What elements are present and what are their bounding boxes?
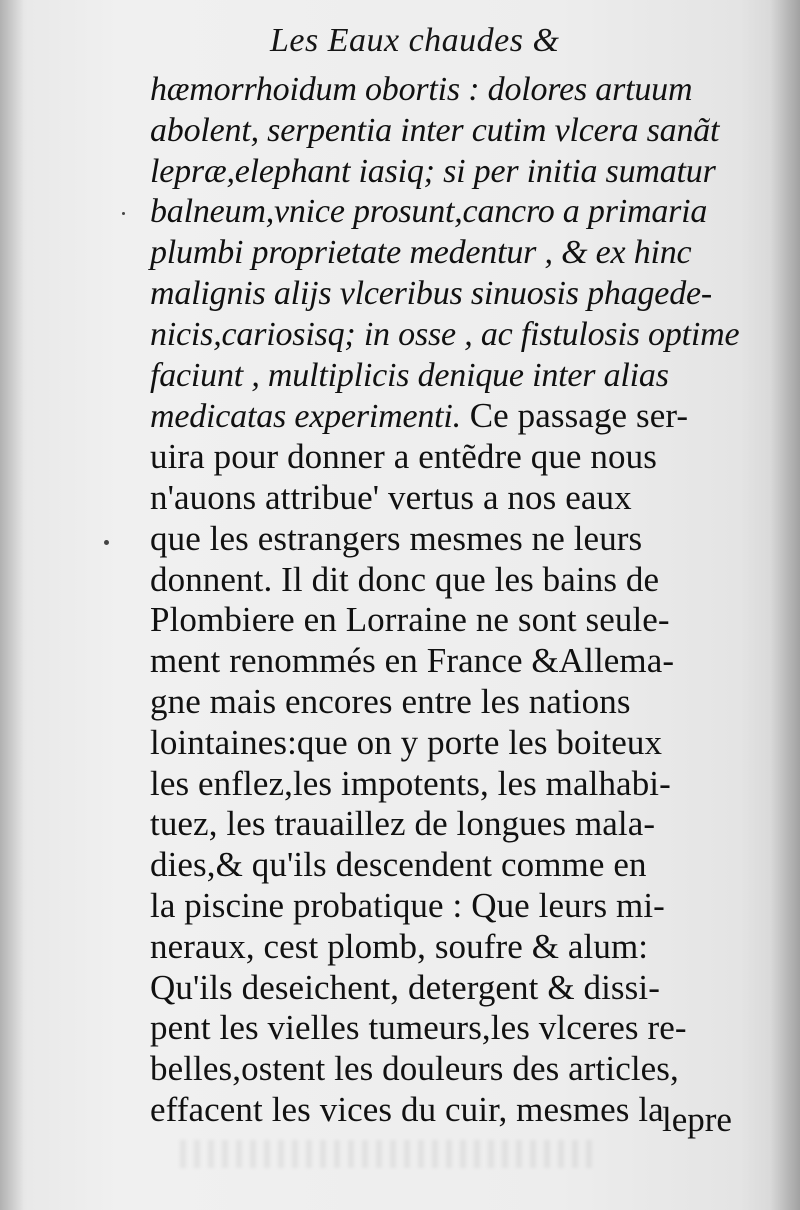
text-line: les enflez,les impotents, les malhabi-	[150, 763, 671, 803]
text-line: dies,& qu'ils descendent comme en	[150, 845, 647, 885]
text-line-roman-part: Ce passage ser-	[469, 396, 689, 436]
text-line: effacent les vices du cuir, mesmes la	[150, 1089, 664, 1129]
running-head: Les Eaux chaudes &	[270, 22, 560, 59]
text-line-italic-part: medicatas experimenti.	[150, 398, 461, 436]
text-line: hæmorrhoidum obortis : dolores artuum	[150, 71, 693, 108]
paper-speck	[122, 212, 125, 215]
body-text	[150, 70, 750, 1131]
text-line: n'auons attribue' vertus a nos eaux	[150, 477, 632, 517]
text-line: faciunt , multiplicis denique inter alias	[150, 356, 669, 394]
text-line: donnent. Il dit donc que les bains de	[150, 559, 660, 599]
text-line: la piscine probatique : Que leurs mi-	[150, 885, 665, 925]
text-line: pent les vielles tumeurs,les vlceres re-	[150, 1008, 687, 1048]
catchword: lepre	[662, 1100, 732, 1139]
text-line: ment renommés en France &Allema-	[150, 641, 675, 681]
text-line	[150, 396, 750, 437]
text-line: balneum,vnice prosunt,cancro a primaria	[150, 193, 708, 231]
text-line: malignis alijs vlceribus sinuosis phagede-	[150, 274, 713, 312]
text-line: tuez, les trauaillez de longues mala-	[150, 804, 656, 844]
text-line: gne mais encores entre les nations	[150, 681, 631, 721]
text-line: nicis,cariosisq; in osse , ac fistulosis optime	[150, 315, 740, 353]
text-line: Qu'ils deseichent, detergent & dissi-	[150, 967, 660, 1007]
text-line: neraux, cest plomb, soufre & alum:	[150, 926, 649, 966]
text-line: lointaines:que on y porte les boiteux	[150, 722, 663, 762]
text-line: abolent, serpentia inter cutim vlcera sanãt	[150, 111, 720, 149]
text-line: lepræ,elephant iasiq; si per initia sumatur	[150, 152, 716, 190]
page-edge-shadow	[770, 0, 800, 1210]
text-line: plumbi proprietate medentur , & ex hinc	[150, 234, 692, 272]
text-line: uira pour donner a entẽdre que nous	[150, 437, 657, 477]
paper-speck	[104, 540, 109, 545]
show-through-text	[180, 1140, 600, 1168]
text-line: Plombiere en Lorraine ne sont seule-	[150, 600, 670, 640]
text-line: que les estrangers mesmes ne leurs	[150, 518, 643, 558]
text-line: belles,ostent les douleurs des articles,	[150, 1049, 679, 1089]
spine-shadow	[0, 0, 24, 1210]
